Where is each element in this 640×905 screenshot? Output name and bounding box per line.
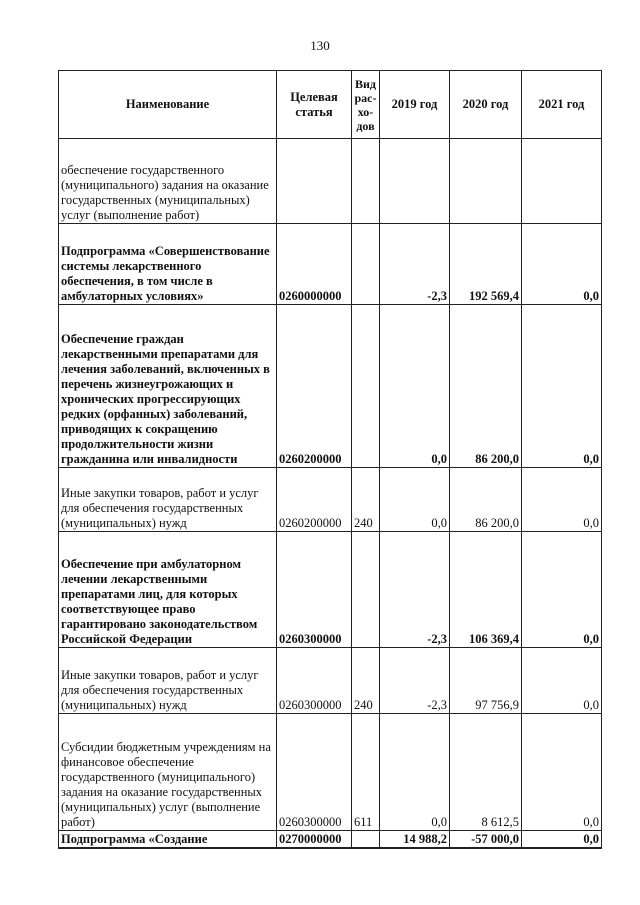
- row-target-article: 0260300000: [277, 532, 352, 648]
- row-target-article: 0260000000: [277, 224, 352, 305]
- row-name: Обеспечение граждан лекарственными препаратами для лечения заболеваний, включенных в перечень жизнеугрожающих и хронических прогрессирующих редких (орфанных) заболеваний, приводящих к сокращению продолжительности жизни гражданина или инвалидности: [59, 305, 277, 468]
- row-name: обеспечение государственного (муниципального) задания на оказание государственных (муниципальных) услуг (выполнение работ): [59, 139, 277, 224]
- row-expense-type: 240: [352, 648, 380, 714]
- row-value-2021: 0,0: [522, 648, 602, 714]
- row-value-2021: 0,0: [522, 532, 602, 648]
- row-value-2020: 106 369,4: [450, 532, 522, 648]
- row-value-2021: 0,0: [522, 305, 602, 468]
- row-name: Подпрограмма «Совершенствование системы лекарственного обеспечения, в том числе в амбулаторных условиях»: [59, 224, 277, 305]
- row-value-2020: 97 756,9: [450, 648, 522, 714]
- row-value-2020: 192 569,4: [450, 224, 522, 305]
- row-expense-type: [352, 305, 380, 468]
- row-name: Обеспечение при амбулаторном лечении лекарственными препаратами лиц, для которых соответствующее право гарантировано законодательством Российской Федерации: [59, 532, 277, 648]
- row-value-2020: 8 612,5: [450, 714, 522, 831]
- page-number: 130: [310, 38, 330, 53]
- row-value-2020: 86 200,0: [450, 468, 522, 532]
- table-row: [59, 139, 602, 224]
- row-value-2020: [450, 139, 522, 224]
- table-row: [59, 224, 602, 305]
- header-target-article: Целевая статья: [277, 71, 352, 139]
- table-row: [59, 305, 602, 468]
- row-target-article: 0260300000: [277, 714, 352, 831]
- row-name: Иные закупки товаров, работ и услуг для обеспечения государственных (муниципальных) нужд: [59, 648, 277, 714]
- row-value-2020: -57 000,0: [450, 831, 522, 848]
- row-value-2019: [380, 139, 450, 224]
- row-value-2019: -2,3: [380, 648, 450, 714]
- header-2019: 2019 год: [380, 71, 450, 139]
- row-value-2021: 0,0: [522, 831, 602, 848]
- row-value-2019: 0,0: [380, 305, 450, 468]
- budget-table: [58, 70, 602, 849]
- row-value-2019: 14 988,2: [380, 831, 450, 848]
- row-target-article: 0270000000: [277, 831, 352, 848]
- row-value-2021: 0,0: [522, 714, 602, 831]
- header-row: [59, 71, 602, 139]
- table-row: [59, 532, 602, 648]
- table-row: [59, 714, 602, 831]
- row-expense-type: [352, 139, 380, 224]
- row-name: Субсидии бюджетным учреждениям на финансовое обеспечение государственного (муниципального) задания на оказание государственных (муниципальных) услуг (выполнение работ): [59, 714, 277, 831]
- header-2020: 2020 год: [450, 71, 522, 139]
- row-value-2019: 0,0: [380, 468, 450, 532]
- table-row: [59, 648, 602, 714]
- row-name: Иные закупки товаров, работ и услуг для обеспечения государственных (муниципальных) нужд: [59, 468, 277, 532]
- row-value-2021: 0,0: [522, 468, 602, 532]
- row-value-2019: -2,3: [380, 532, 450, 648]
- table-row: [59, 468, 602, 532]
- table-row: [59, 831, 602, 848]
- row-expense-type: 611: [352, 714, 380, 831]
- header-name: Наименование: [59, 71, 277, 139]
- row-value-2021: 0,0: [522, 224, 602, 305]
- row-target-article: [277, 139, 352, 224]
- row-name: Подпрограмма «Создание: [59, 831, 277, 848]
- row-value-2021: [522, 139, 602, 224]
- row-expense-type: [352, 224, 380, 305]
- header-2021: 2021 год: [522, 71, 602, 139]
- row-target-article: 0260200000: [277, 305, 352, 468]
- row-expense-type: 240: [352, 468, 380, 532]
- header-expense-type: Вид рас-хо-дов: [352, 71, 380, 139]
- row-value-2019: -2,3: [380, 224, 450, 305]
- row-value-2020: 86 200,0: [450, 305, 522, 468]
- row-target-article: 0260300000: [277, 648, 352, 714]
- row-expense-type: [352, 532, 380, 648]
- row-target-article: 0260200000: [277, 468, 352, 532]
- row-expense-type: [352, 831, 380, 848]
- row-value-2019: 0,0: [380, 714, 450, 831]
